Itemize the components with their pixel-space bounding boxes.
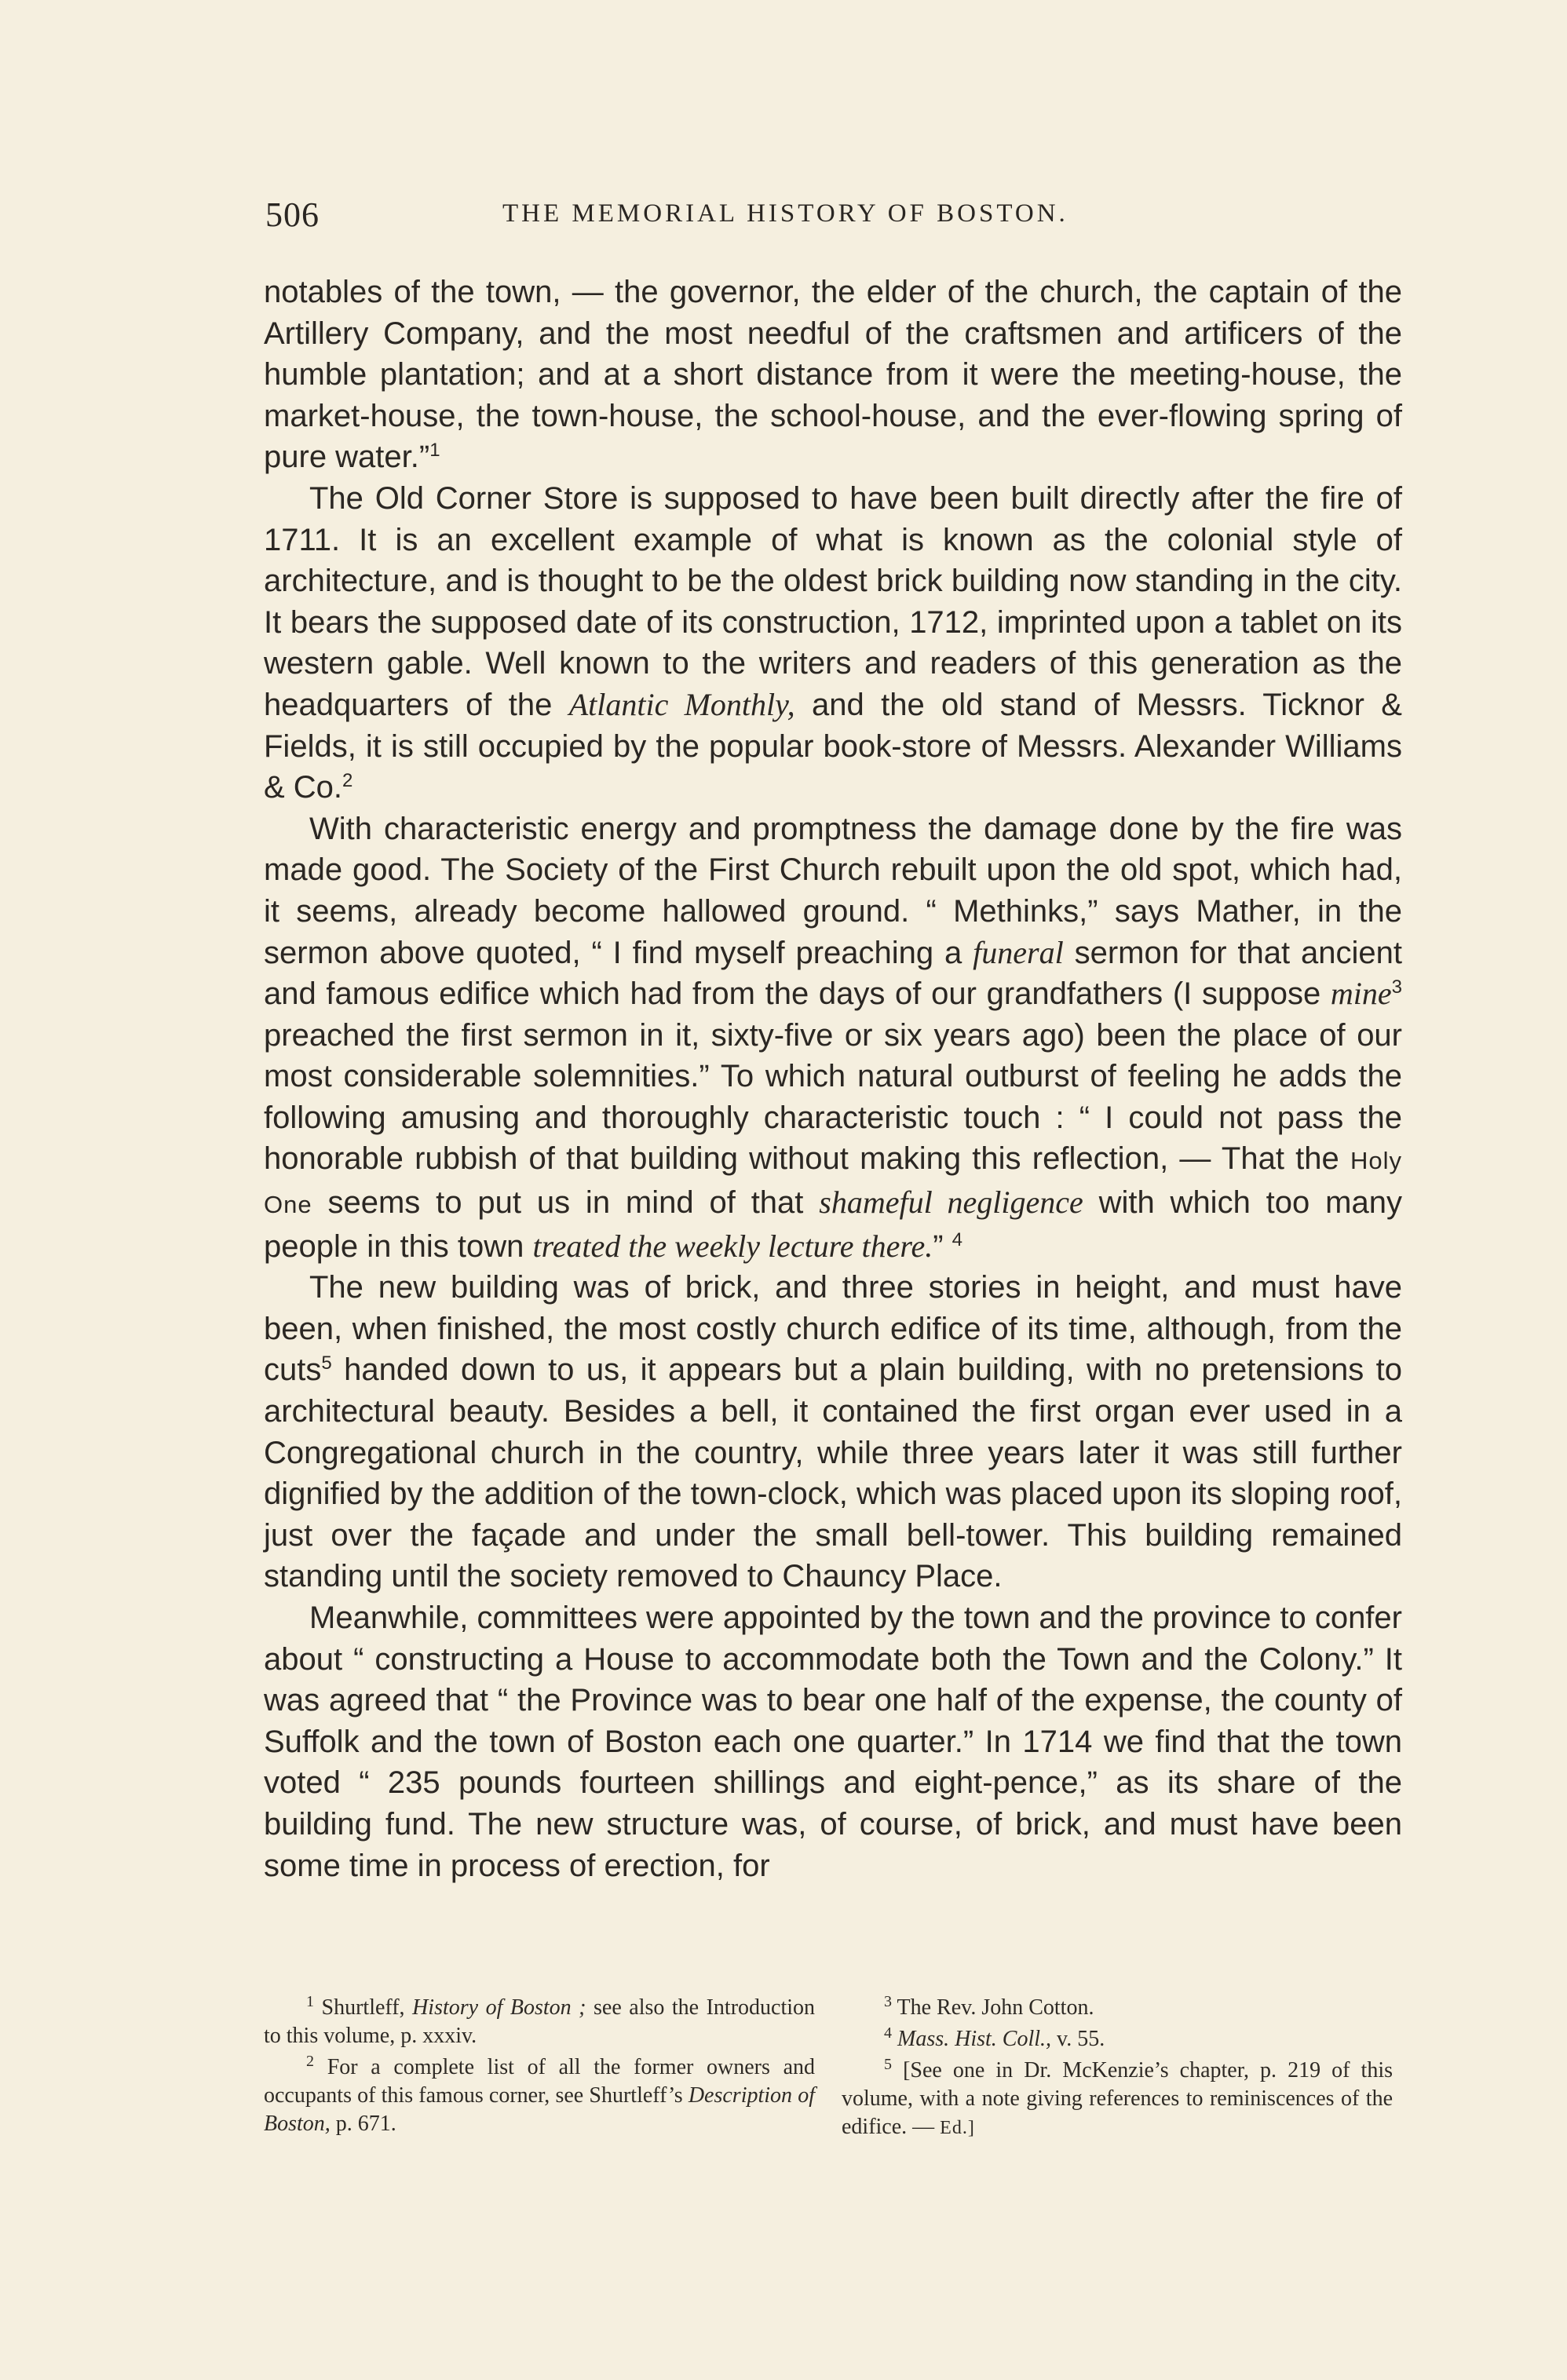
page-number: 506 [265,195,320,234]
running-title: THE MEMORIAL HISTORY OF BOSTON. [502,199,1068,228]
page-header [265,195,1404,242]
footnote-ref-4: 4 [952,1228,963,1250]
footnote-2: $^2$ For a complete list of all the former owners and occupants of this famous corner, see Shurtleff’s Description of Boston, p. 671. [264,2053,815,2136]
footnote-ref-2: 2 [342,770,353,792]
body-text [264,272,1402,1886]
footnote-5: $^5$ [See one in Dr. McKenzie’s chapter, p. 219 of this volume, with a note giving references to reminiscences of the edifice. — Ed.] [842,2056,1393,2139]
footnotes [264,1994,1402,2151]
paragraph-1: notables of the town, — the governor, the elder of the church, the captain of the Artillery Company, and the most needful of the craftsmen and artificers of the humble plantation; and at a short distance from it were the meeting-house, the market-house, the town-house, the school-house, and the ever-flowing spring of pure water.”$^1$ [264,275,1402,475]
footnote-ref-1: 1 [429,440,440,462]
footnote-1: $^1$ Shurtleff, History of Boston ; see also the Introduction to this volume, p. xxxiv. [264,1993,816,2048]
footnote-3: $^3$ The Rev. John Cotton. [884,1993,1094,2020]
footnote-ref-3: 3 [1391,976,1402,998]
paragraph-3: With characteristic energy and promptness the damage done by the fire was made good. The Society of the First Church rebuilt upon the old spot, which had, it seems, already become hallowed ground. “ Methinks,” says Mather, in the sermon above quoted, “ I find myself preaching a funeral sermon for that ancient and famous edifice which had from the days of our grandfathers (I suppose mine$^3$ preached the first sermon in it, sixty-five or six years ago) been the place of our most considerable solemnities.” To which natural outburst of feeling he adds the following amusing and thoroughly characteristic touch : “ I could not pass the honorable rubbish of that building without making this reflection, — That the Holy One seems to put us in mind of that shameful negligence with which too many people in this town treated the weekly lecture there.” $^4$ [264,811,1402,1264]
footnote-4: $^4$ Mass. Hist. Coll., v. 55. [884,2024,1105,2051]
paragraph-5: Meanwhile, committees were appointed by the town and the province to confer about “ constructing a House to accommodate both the Town and the Colony.” It was agreed that “ the Province was to bear one half of the expense, the county of Suffolk and the town of Boston each one quarter.” In 1714 we find that the town voted “ 235 pounds fourteen shillings and eight-pence,” as its share of the building fund. The new structure was, of course, of brick, and must have been some time in process of erection, for [264,1601,1402,1883]
footnote-ref-5: 5 [321,1352,332,1374]
paragraph-2: The Old Corner Store is supposed to have been built directly after the fire of 1711. It is an excellent example of what is known as the colonial style of architecture, and is thought to be the oldest brick building now standing in the city. It bears the supposed date of its construction, 1712, imprinted upon a tablet on its western gable. Well known to the writers and readers of this generation as the headquarters of the Atlantic Monthly, and the old stand of Messrs. Ticknor & Fields, it is still occupied by the popular book-store of Messrs. Alexander Williams & Co.$^2$ [264,480,1402,805]
footnotes-right-column [842,1994,1393,2145]
paragraph-4: The new building was of brick, and three stories in height, and must have been, when finished, the most costly church edifice of its time, although, from the cuts$^5$ handed down to us, it appears but a plain building, with no pretensions to architectural beauty. Besides a bell, it contained the first organ ever used in a Congregational church in the country, while three years later it was still further dignified by the addition of the town-clock, which was placed upon its sloping roof, just over the façade and under the small bell-tower. This building remained standing until the society removed to Chauncy Place. [264,1270,1402,1594]
footnotes-left-column [264,1994,815,2141]
small-caps-holy-one: Holy One [264,1147,1402,1219]
